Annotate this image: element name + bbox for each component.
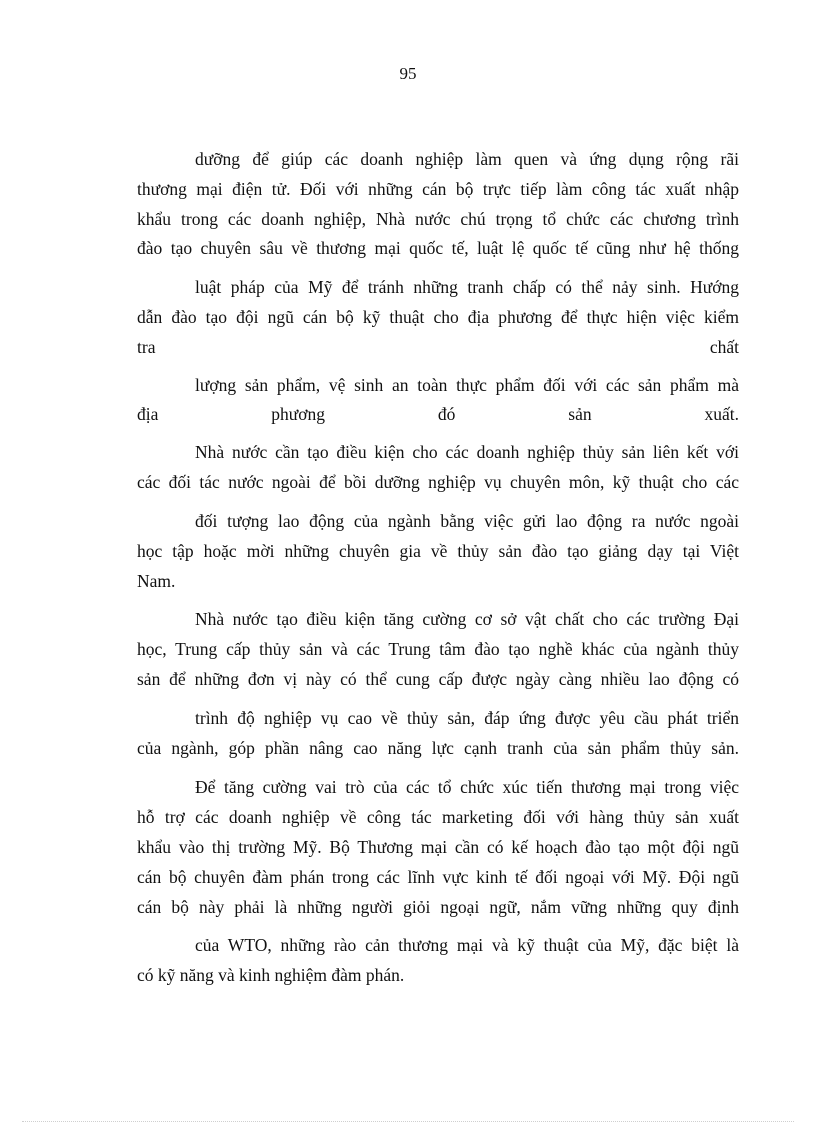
page-bottom-divider xyxy=(22,1121,794,1122)
text-line: trình độ nghiệp vụ cao về thủy sản, đáp ứng được yêu cầu phát triển xyxy=(195,708,739,728)
text-line: Nam. xyxy=(137,571,176,591)
text-line: cán bộ này phải là những người giỏi ngoại ngữ, nắm vững những quy định xyxy=(137,897,739,917)
text-line: khẩu trong các doanh nghiệp, Nhà nước chú trọng tổ chức các chương trình xyxy=(137,209,739,229)
text-line: thương mại điện tử. Đối với những cán bộ trực tiếp làm công tác xuất nhập xyxy=(137,179,739,199)
text-line: học tập hoặc mời những chuyên gia về thủy sản đào tạo giảng dạy tại Việt xyxy=(137,541,739,561)
text-line: học, Trung cấp thủy sản và các Trung tâm đào tạo nghề khác của ngành thủy xyxy=(137,639,739,659)
text-line: Nhà nước cần tạo điều kiện cho các doanh nghiệp thủy sản liên kết với xyxy=(195,442,739,462)
text-line: lượng sản phẩm, vệ sinh an toàn thực phẩm đối với các sản phẩm mà xyxy=(195,375,739,395)
text-line: của ngành, góp phần nâng cao năng lực cạnh tranh của sản phẩm thủy sản. xyxy=(137,738,739,758)
text-line: có kỹ năng và kinh nghiệm đàm phán. xyxy=(137,965,405,985)
text-line: luật pháp của Mỹ để tránh những tranh chấp có thể nảy sinh. Hướng xyxy=(195,277,739,297)
text-line: Để tăng cường vai trò của các tổ chức xúc tiến thương mại trong việc xyxy=(195,777,739,797)
text-line: hỗ trợ các doanh nghiệp về công tác marketing đối với hàng thủy sản xuất xyxy=(137,807,739,827)
text-line: tra chất xyxy=(137,337,739,357)
text-line: khẩu vào thị trường Mỹ. Bộ Thương mại cần có kế hoạch đào tạo một đội ngũ xyxy=(137,837,739,857)
text-line: sản để những đơn vị này có thể cung cấp được ngày càng nhiều lao động có xyxy=(137,669,739,689)
text-line: Nhà nước tạo điều kiện tăng cường cơ sở vật chất cho các trường Đại xyxy=(195,609,739,629)
text-line: cán bộ chuyên đàm phán trong các lĩnh vực kinh tế đối ngoại với Mỹ. Đội ngũ xyxy=(137,867,739,887)
page-number: 95 xyxy=(399,64,417,83)
text-line: của WTO, những rào cản thương mại và kỹ thuật của Mỹ, đặc biệt là xyxy=(195,935,739,955)
text-line: các đối tác nước ngoài để bồi dưỡng nghiệp vụ chuyên môn, kỹ thuật cho các xyxy=(137,472,739,492)
text-line: đào tạo chuyên sâu về thương mại quốc tế, luật lệ quốc tế cũng như hệ thống xyxy=(137,238,739,258)
text-line: dẫn đào tạo đội ngũ cán bộ kỹ thuật cho địa phương để thực hiện việc kiểm xyxy=(137,307,739,327)
text-line: địa phương đó sản xuất. xyxy=(137,404,739,424)
text-line: đối tượng lao động của ngành bằng việc gửi lao động ra nước ngoài xyxy=(195,511,739,531)
text-line: dưỡng để giúp các doanh nghiệp làm quen và ứng dụng rộng rãi xyxy=(195,149,739,169)
